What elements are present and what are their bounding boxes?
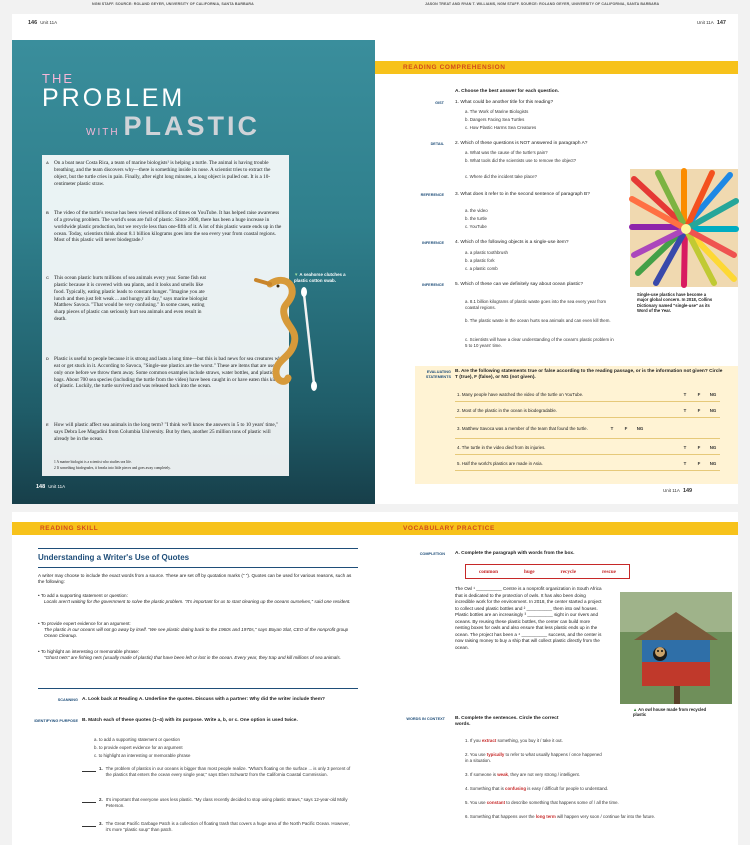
vocab-task-b: B. Complete the sentences. Circle the correct words. xyxy=(455,716,559,728)
owl-photo-caption: ▲ An owl house made from recycled plastic xyxy=(633,707,707,718)
owl-centre-paragraph: The Owl ¹ __________ Centre is a nonprofit organization in South Africa that is dedicated to the protection of owls. It has also been doing incredible work for the environment. In 2018, the center started a project to collect used plastic bottles and ² __________ them into owl houses. Plastic bottles are an increasingly ³ __________ sight in our rivers and oceans. By reusing these plastic bottles, the center can build more nesting boxes for owls and also ensure that less plastic ends up in the ocean. The project has been a ⁴ __________ success, and the center is now raising money to buy a ship that will collect plastic directly from the ocean. xyxy=(455,586,602,650)
tf-instructions: B. Are the following statements true or false according to the reading passage, or is the information not given? Circle T (true), F (false), or NG (not given). xyxy=(455,369,723,381)
q4-option-a[interactable]: a. a plastic toothbrush xyxy=(465,250,508,255)
tf-row-4: 4. The turtle in the video died from its injuries. T F NG xyxy=(455,440,720,455)
tf-row-3: 3. Matthew Savoca was a member of the team that found the turtle. T F NG xyxy=(455,419,720,439)
skill-box-bottom-rule xyxy=(38,688,358,689)
skill-task-b: B. Match each of these quotes (1–4) with its purpose. Write a, b, or c. One option is used twice. xyxy=(82,718,298,723)
context-sentence-4: 4. Something that is confusing is easy / difficult for people to understand. xyxy=(465,786,609,791)
q4-option-b[interactable]: b. a plastic fork xyxy=(465,258,495,263)
not-given-choice[interactable]: NG xyxy=(709,407,717,413)
true-choice[interactable]: T xyxy=(610,426,614,431)
question-5: 5. Which of these can we definitely say about ocean plastic? xyxy=(455,282,583,287)
label-evaluating-statements: EVALUATING STATEMENTS xyxy=(425,370,451,379)
context-sentence-6: 6. Something that happens over the long term will happen very soon / continue far into the future. xyxy=(465,814,656,819)
skill-box xyxy=(38,548,358,688)
word-huge: huge xyxy=(523,568,535,575)
label-inference-2: INFERENCE xyxy=(422,283,444,287)
question-4: 4. Which of the following objects is a single-use item? xyxy=(455,240,569,245)
tf-row-1: 1. Many people have watched the video of the turtle on YouTube. T F NG xyxy=(455,387,720,402)
paragraph-c: C This ocean plastic hurts millions of sea animals every year. Some fish eat plastic because it is covered with sea plants, and it looks and smells like food. Typically, eating plastic leads to constant hunger. "Imagine you ate lunch and then just felt weak ... and hungry all day," says marine biologist Matthew Savoca. "That would be very confusing." In some cases, eating sharp pieces of plastic can seriously hurt sea animals and even result in death. xyxy=(46,275,208,323)
page-146 xyxy=(12,2,375,504)
false-choice[interactable]: F xyxy=(697,407,701,413)
label-completion: COMPLETION xyxy=(419,552,445,556)
purpose-option-c: c. to highlight an interesting or memorable phrase xyxy=(94,753,191,758)
q3-option-a[interactable]: a. the video xyxy=(465,208,488,213)
tf-row-2: 2. Most of the plastic in the ocean is biodegradable. T F NG xyxy=(455,403,720,418)
context-sentence-1: 1. If you extract something, you buy it / take it out. xyxy=(465,738,563,743)
label-scanning: SCANNING xyxy=(57,698,78,702)
reading-skill-bar: READING SKILL xyxy=(12,522,375,535)
match-item-2: 2. It's important that everyone uses less plastic. "My class recently decided to stop using plastic straws," says 12-year-old Molly Peterson. xyxy=(82,797,352,808)
false-choice[interactable]: F xyxy=(697,460,701,466)
label-words-in-context: WORDS IN CONTEXT xyxy=(406,717,445,721)
page-number-149: Unit 11A 149 xyxy=(663,488,693,494)
label-detail: DETAIL xyxy=(430,142,444,146)
label-inference-1: INFERENCE xyxy=(422,241,444,245)
q1-option-b[interactable]: b. Dangers Facing Sea Turtles xyxy=(465,117,525,122)
purpose-option-a: a. to add a supporting statement or question xyxy=(94,737,180,742)
question-3: 3. What does it refer to in the second sentence of paragraph B? xyxy=(455,192,590,197)
context-sentence-3: 3. If someone is weak, they are not very strong / intelligent. xyxy=(465,772,580,777)
paragraph-d: D Plastic is useful to people because it is strong and lasts a long time—but this is bad news for sea creatures who eat or get stuck in it. According to Savoca, "Single-use plastics are the worst." These are items that are used only once before we throw them away. Some common examples include straws, water bottles, and plastic bags. About 700 sea species (including the turtle from the video) have been caught in or have eaten this kind of plastic. Luckily, the turtle survived and was released back into the ocean. xyxy=(46,356,284,390)
q1-option-c[interactable]: c. How Plastic Harms Sea Creatures xyxy=(465,125,537,130)
true-choice[interactable]: T xyxy=(683,407,687,413)
owl-house-photo xyxy=(620,592,732,704)
skill-bullet-3: • To highlight an interesting or memorable phrase: "Ghost nets" are fishing nets (usually made of plastic) that have been left or lost in the ocean. Every year, they trap and kill millions of sea animals. xyxy=(38,649,341,661)
q2-option-a[interactable]: a. What was the cause of the turtle's pain? xyxy=(465,150,548,155)
true-choice[interactable]: T xyxy=(683,391,687,397)
page-number-148: 148 Unit 11A xyxy=(36,484,66,490)
straws-photo-caption: Single-use plastics have become a major global concern. In 2018, Collins Dictionary named "single-use" as its Word of the Year. xyxy=(637,292,713,314)
purpose-option-b: b. to provide expert evidence for an argument xyxy=(94,745,183,750)
not-given-choice[interactable]: NG xyxy=(636,426,644,431)
word-rescue: rescue xyxy=(601,568,616,575)
skill-intro: A writer may choose to include the exact words from a source. These are set off by quotation marks (" "). Quotes can be used for various reasons, such as the following: xyxy=(38,573,352,585)
page-number-147: Unit 11A 147 xyxy=(696,20,726,26)
seahorse-illustration xyxy=(242,274,332,394)
true-choice[interactable]: T xyxy=(683,460,687,466)
vocabulary-bar: VOCABULARY PRACTICE xyxy=(375,522,738,535)
q5-option-b[interactable]: b. The plastic waste in the ocean hurts sea animals and can even kill them. xyxy=(465,318,611,323)
q5-option-c[interactable]: c. Scientists will have a clear understanding of the ocean's plastic problem in 5 to 10 years' time. xyxy=(465,337,614,348)
answer-blank-2[interactable] xyxy=(82,797,96,803)
answer-blank-1[interactable] xyxy=(82,766,96,772)
context-sentence-2: 2. You use typically to refer to what usually happens / once happened in a situation. xyxy=(465,752,602,763)
not-given-choice[interactable]: NG xyxy=(709,391,717,397)
question-1: 1. What could be another title for this reading? xyxy=(455,100,554,105)
q3-option-c[interactable]: c. YouTube xyxy=(465,224,487,229)
plastic-straws-photo xyxy=(630,169,738,287)
skill-heading: Understanding a Writer's Use of Quotes xyxy=(38,553,190,562)
paragraph-e: E How will plastic affect sea animals in the long term? "I think we'll know the answers in 5 to 10 years' time," says Debra Lee Magadini from Columbia University. But by then, another 25 million tons of plastic will already be in the ocean. xyxy=(46,422,279,442)
q5-option-a[interactable]: a. 8.1 billion kilograms of plastic waste goes into the sea every year from coastal regions. xyxy=(465,299,607,310)
skill-bullet-1: • To add a supporting statement or question: Locals aren't waiting for the government to solve the plastic problem. "It's important for us to start cleaning up the oceans ourselves," said one resident. xyxy=(38,593,351,605)
q2-option-c[interactable]: c. Where did the incident take place? xyxy=(465,174,537,179)
source-credit-right: JASON TREAT AND RYAN T. WILLIAMS, NGM STAFF. SOURCE: ROLAND GEYER, UNIVERSITY OF CALIFORNIA, SANTA BARBARA xyxy=(425,2,660,6)
page-number-146: 146 Unit 11A xyxy=(28,20,58,26)
true-choice[interactable]: T xyxy=(683,444,687,450)
reading-comprehension-bar: READING COMPREHENSION xyxy=(375,61,738,74)
not-given-choice[interactable]: NG xyxy=(709,460,717,466)
skill-task-a: A. Look back at Reading A. Underline the quotes. Discuss with a partner: Why did the writer include them? xyxy=(82,697,325,702)
word-recycle: recycle xyxy=(560,568,577,575)
seahorse-caption: ▼ A seahorse clutches a plastic cotton swab. xyxy=(294,272,346,283)
q2-option-b[interactable]: b. What tools did the scientists use to remove the object? xyxy=(465,158,577,163)
q3-option-b[interactable]: b. the turtle xyxy=(465,216,487,221)
label-reference: REFERENCE xyxy=(420,193,444,197)
answer-blank-3[interactable] xyxy=(82,821,96,827)
match-item-1: 1. The problem of plastics in our oceans is bigger than most people realize. "What's floating on the surface ... is only 3 percent of the plastics that enters the ocean every single year," says Eben Schwartz from the California Coastal Commission. xyxy=(82,766,352,777)
label-gist: GIST xyxy=(435,101,444,105)
word-box xyxy=(465,564,630,579)
skill-bullet-2: • To provide expert evidence for an argument: The plastic in our oceans will not go away by itself. "We see plastic dating back to the 1960s and 1970s," says Boyan Slat, CEO of the nonprofit group Ocean Cleanup. xyxy=(38,621,349,639)
caption-arrow-icon: ▼ xyxy=(294,272,299,277)
false-choice[interactable]: F xyxy=(624,426,628,431)
label-identifying-purpose: IDENTIFYING PURPOSE xyxy=(34,719,78,723)
word-common: common xyxy=(478,568,498,575)
page-vocabulary xyxy=(375,512,738,845)
vocab-task-a: A. Complete the paragraph with words from the box. xyxy=(455,551,575,556)
footnote-1: 1 A marine biologist is a scientist who studies sea life. xyxy=(54,460,132,464)
match-item-3: 3. The Great Pacific Garbage Patch is a collection of floating trash that covers a huge area of the North Pacific Ocean. However, it's more "plastic soup" than patch. xyxy=(82,821,352,832)
paragraph-b: B The video of the turtle's rescue has been viewed millions of times on YouTube. It has helped raise awareness of a growing problem. The world's seas are full of plastic. Since 2000, there has been a huge increase in worldwide plastic production, but we recycle less than one-fifth of it. A lot of this plastic waste ends up in the ocean. Today, scientists think about 8.1 billion kilograms goes into the sea every year from coastal regions. Most of this plastic will never biodegrade.² xyxy=(46,210,282,244)
tf-row-5: 5. Half the world's plastics are made in Asia. T F NG xyxy=(455,456,720,471)
article-title: THE PROBLEM WITH PLASTIC xyxy=(42,71,261,142)
skill-heading-rule xyxy=(38,567,358,568)
q4-option-c[interactable]: c. a plastic comb xyxy=(465,266,498,271)
comprehension-instructions: A. Choose the best answer for each question. xyxy=(455,89,559,94)
false-choice[interactable]: F xyxy=(697,391,701,397)
page-reading-skill xyxy=(12,512,375,845)
false-choice[interactable]: F xyxy=(697,444,701,450)
context-sentence-5: 5. You use constant to describe something that happens some of / all the time. xyxy=(465,800,619,805)
footnote-2: 2 If something biodegrades, it breaks into little pieces and goes away completely. xyxy=(54,466,171,470)
caption-arrow-icon: ▲ xyxy=(633,707,638,712)
not-given-choice[interactable]: NG xyxy=(709,444,717,450)
paragraph-a: A On a boat near Costa Rica, a team of marine biologists¹ is helping a turtle. The animal is having trouble breathing, and the team discovers why—there is something inside its nose. A scientist tries to extract the object, but the turtle cries in pain. Finally, after eight long minutes, a long object is pulled out. It is a 10-centimeter plastic straw. xyxy=(46,160,271,187)
source-credit-left: NGM STAFF. SOURCE: ROLAND GEYER, UNIVERSITY OF CALIFORNIA, SANTA BARBARA xyxy=(92,2,254,6)
q1-option-a[interactable]: a. The Work of Marine Biologists xyxy=(465,109,529,114)
question-2: 2. Which of these questions is NOT answered in paragraph A? xyxy=(455,141,588,146)
